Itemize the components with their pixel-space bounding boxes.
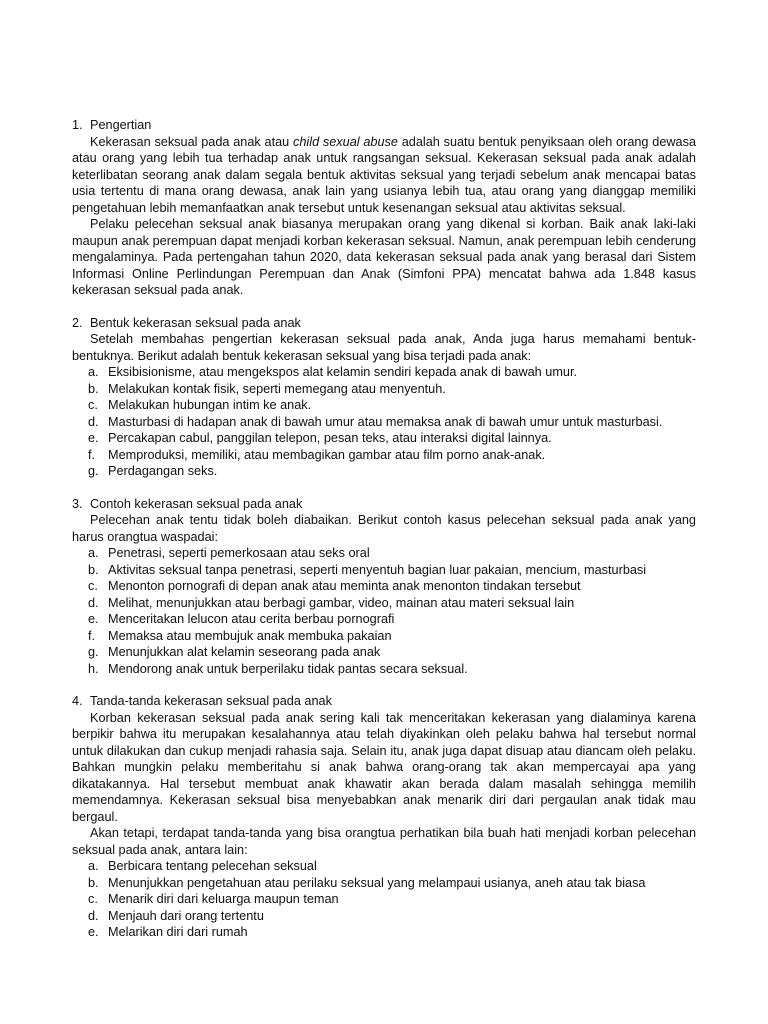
list-item-text: Melakukan hubungan intim ke anak. [108, 398, 312, 412]
paragraph: Pelaku pelecehan seksual anak biasanya merupakan orang yang dikenal si korban. Baik anak laki-laki maupun anak perempuan dapat menjadi korban kekerasan seksual. Namun, anak perempuan lebih cenderung mengalaminya. Pada pertengahan tahun 2020, data kekerasan seksual pada anak yang berasal dari Sistem Informasi Online Perlindungan Perempuan dan Anak (Simfoni PPA) mencatat bahwa ada 1.848 kasus kekerasan seksual pada anak. [72, 217, 696, 297]
list-item [88, 661, 696, 678]
list-item-text: Menjauh dari orang tertentu [108, 908, 264, 923]
list-marker: e. [88, 925, 99, 939]
section-title: Contoh kekerasan seksual pada anak [90, 496, 303, 511]
list-item-text: Mendorong anak untuk berperilaku tidak pantas secara seksual. [108, 661, 468, 676]
list-item [88, 447, 696, 464]
section-heading [72, 117, 696, 134]
list-item-text: Berbicara tentang pelecehan seksual [108, 859, 317, 873]
list-item-text: Melakukan kontak fisik, seperti memegang atau menyentuh. [108, 381, 446, 396]
list-item [88, 397, 696, 414]
list-item-text: Memaksa atau membujuk anak membuka pakaian [108, 628, 392, 643]
list-item [88, 924, 696, 941]
list-marker: f. [88, 447, 96, 462]
list-marker: d. [88, 595, 99, 610]
list-marker: e. [88, 612, 99, 626]
paragraph: Akan tetapi, terdapat tanda-tanda yang bisa orangtua perhatikan bila buah hati menjadi korban pelecehan seksual pada anak, antara lain: [72, 826, 696, 857]
list-item-text: Perdagangan seks. [108, 464, 218, 478]
list-marker: g. [88, 464, 99, 478]
section-number: 2. [72, 315, 83, 330]
list-marker: b. [88, 381, 99, 396]
section-title: Bentuk kekerasan seksual pada anak [90, 315, 301, 330]
item-list [72, 545, 696, 677]
list-item-text: Menonton pornografi di depan anak atau meminta anak menonton tindakan tersebut [108, 579, 581, 593]
paragraph-text: Kekerasan seksual pada anak atau [90, 134, 294, 149]
list-item-text: Melarikan diri dari rumah [108, 925, 248, 939]
paragraph: Pelecehan anak tentu tidak boleh diabaikan. Berikut contoh kasus pelecehan seksual pada anak yang harus orangtua waspadai: [72, 513, 696, 544]
emphasis-text: child sexual abuse [293, 134, 398, 149]
list-item-text: Eksibisionisme, atau mengekspos alat kelamin sendiri kepada anak di bawah umur. [108, 365, 577, 379]
section-contoh [72, 496, 696, 678]
list-item-text: Menunjukkan pengetahuan atau perilaku seksual yang melampaui usianya, aneh atau tak biasa [108, 875, 646, 890]
section-pengertian [72, 117, 696, 299]
list-marker: h. [88, 661, 99, 676]
list-marker: a. [88, 546, 99, 560]
section-number: 3. [72, 496, 83, 511]
item-list [72, 364, 696, 480]
paragraph: Korban kekerasan seksual pada anak sering kali tak menceritakan kekerasan yang dialaminya karena berpikir bahwa itu merupakan kesalahannya atau telah diyakinkan oleh pelaku bahwa hal tersebut normal untuk dilakukan dan cukup menjadi rahasia saja. Selain itu, anak juga dapat disuap atau diancam oleh pelaku. Bahkan mungkin pelaku memberitahu si anak bahwa orang-orang tak akan mempercayai apa yang dikatakannya. Hal tersebut membuat anak khawatir akan berada dalam masalah sehingga memilih memendamnya. Kekerasan seksual bisa menyebabkan anak menarik diri dari pergaulan anak tidak mau bergaul. [72, 710, 696, 824]
list-item [88, 545, 696, 562]
list-marker: b. [88, 562, 99, 577]
list-item-text: Memproduksi, memiliki, atau membagikan gambar atau film porno anak-anak. [108, 447, 546, 462]
list-item [88, 858, 696, 875]
list-item [88, 628, 696, 645]
list-marker: a. [88, 365, 99, 379]
list-item [88, 414, 696, 431]
list-item [88, 875, 696, 892]
section-number: 1. [72, 118, 83, 132]
list-item-text: Menceritakan lelucon atau cerita berbau pornografi [108, 612, 395, 626]
list-marker: c. [88, 398, 98, 412]
list-marker: e. [88, 431, 99, 445]
list-item [88, 908, 696, 925]
list-marker: d. [88, 908, 99, 923]
list-item [88, 430, 696, 447]
list-marker: c. [88, 579, 98, 593]
list-item [88, 644, 696, 661]
list-item [88, 463, 696, 480]
list-item-text: Menarik diri dari keluarga maupun teman [108, 892, 339, 906]
section-heading [72, 693, 696, 710]
section-title: Pengertian [90, 118, 152, 132]
list-item-text: Melihat, menunjukkan atau berbagi gambar, video, mainan atau materi seksual lain [108, 595, 575, 610]
list-item-text: Menunjukkan alat kelamin seseorang pada anak [108, 645, 381, 659]
section-bentuk [72, 315, 696, 480]
list-marker: b. [88, 875, 99, 890]
list-marker: f. [88, 628, 96, 643]
list-marker: d. [88, 414, 99, 429]
list-marker: a. [88, 859, 99, 873]
list-marker: g. [88, 645, 99, 659]
list-marker: c. [88, 892, 98, 906]
paragraph-text: adalah suatu bentuk penyiksaan oleh orang dewasa atau orang yang lebih tua terhadap anak untuk rangsangan seksual. Kekerasan seksual pada anak adalah keterlibatan seorang anak dalam segala bentuk aktivitas seksual yang terjadi sebelum anak mencapai batas usia tertentu di mana orang dewasa, anak lain yang usianya lebih tua, atau orang yang dianggap memiliki pengetahuan lebih memanfaatkan anak tersebut untuk kesenangan seksual atau aktivitas seksual. [72, 134, 697, 215]
section-title: Tanda-tanda kekerasan seksual pada anak [90, 694, 332, 708]
paragraph: Setelah membahas pengertian kekerasan seksual pada anak, Anda juga harus memahami bentuk-bentuknya. Berikut adalah bentuk kekerasan seksual yang bisa terjadi pada anak: [72, 332, 696, 363]
list-item [88, 364, 696, 381]
list-item [88, 578, 696, 595]
list-item [88, 562, 696, 579]
list-item-text: Aktivitas seksual tanpa penetrasi, seperti menyentuh bagian luar pakaian, mencium, masturbasi [108, 562, 647, 577]
item-list [72, 858, 696, 941]
list-item-text: Penetrasi, seperti pemerkosaan atau seks oral [108, 546, 370, 560]
paragraph [72, 134, 696, 217]
section-heading [72, 315, 696, 332]
section-tanda-tanda [72, 693, 696, 941]
list-item-text: Masturbasi di hadapan anak di bawah umur atau memaksa anak di bawah umur untuk masturbasi. [108, 414, 663, 429]
list-item-text: Percakapan cabul, panggilan telepon, pesan teks, atau interaksi digital lainnya. [108, 431, 552, 445]
section-heading [72, 496, 696, 513]
section-number: 4. [72, 694, 83, 708]
list-item [88, 381, 696, 398]
list-item [88, 891, 696, 908]
list-item [88, 611, 696, 628]
list-item [88, 595, 696, 612]
